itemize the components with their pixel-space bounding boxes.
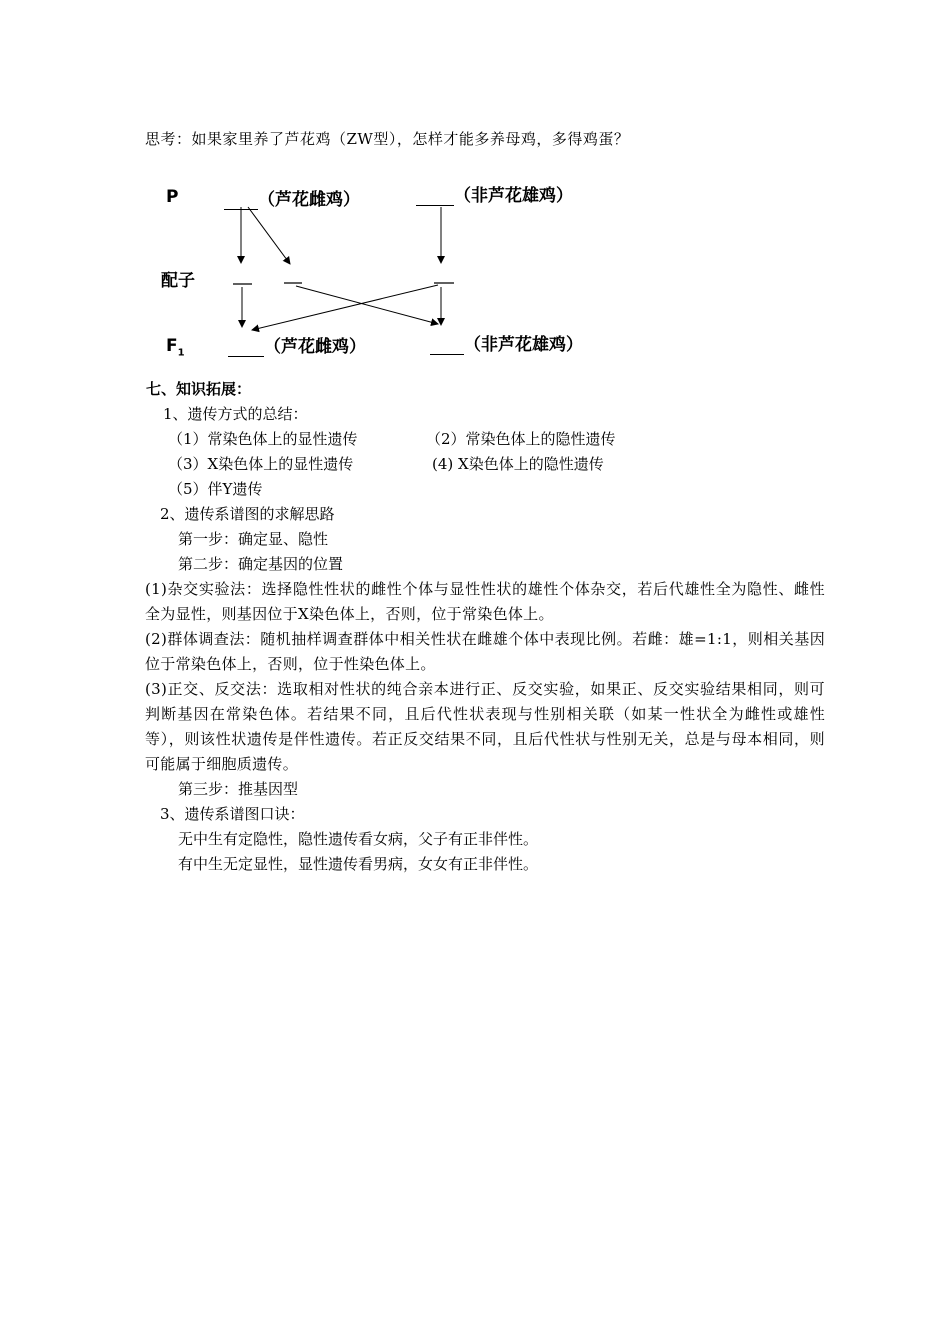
rhyme-2: 有中生无定显性，显性遗传看男病，女女有正非伴性。 [178,855,539,873]
f1-female-label: （芦花雌鸡） [264,337,366,357]
step-3: 第三步：推基因型 [178,780,299,798]
f1-main: F [166,336,178,356]
item-1: 1、遗传方式的总结： [163,405,308,423]
arrow-cross-male-to-female [252,285,438,330]
mode-5: （5）伴Y遗传 [168,480,263,498]
f1-male-label: （非芦花雄鸡） [464,335,583,355]
p-male-label: （非芦花雄鸡） [454,186,573,206]
arrow-p-female-diag [248,207,290,264]
p-female-label: （芦花雌鸡） [258,190,360,210]
mode-1: （1）常染色体上的显性遗传 [168,430,358,448]
method-2-paragraph: (2)群体调查法：随机抽样调查群体中相关性状在雌雄个体中表现比例。若雌：雄=1:1，则相关基因位于常染色体上，否则，位于性染色体上。 [145,630,825,673]
section-title: 七、知识拓展： [146,380,252,398]
step-1: 第一步：确定显、隐性 [178,530,329,548]
cross-diagram-arrows [0,0,950,420]
step-2: 第二步：确定基因的位置 [178,555,344,573]
mode-2: （2）常染色体上的隐性遗传 [426,430,616,448]
rhyme-1: 无中生有定隐性，隐性遗传看女病，父子有正非伴性。 [178,830,539,848]
method-3-paragraph: (3)正交、反交法：选取相对性状的纯合亲本进行正、反交实验，如果正、反交实验结果相同，则可判断基因在常染色体。若结果不同，且后代性状表现与性别相关联（如某一性状全为雌性或雄性等），则该性状遗传是伴性遗传。若正反交结果不同，且后代性状与性别无关，总是与母本相同，则可能属于细胞质遗传。 [145,680,825,773]
mode-4: (4) X染色体上的隐性遗传 [432,455,604,473]
row-label-gamete: 配子 [161,271,195,291]
item-3: 3、遗传系谱图口诀： [160,805,305,823]
row-label-p: P [166,187,179,207]
question-text: 思考：如果家里养了芦花鸡（ZW型），怎样才能多养母鸡，多得鸡蛋？ [145,130,630,148]
method-1-paragraph: (1)杂交实验法：选择隐性性状的雌性个体与显性性状的雄性个体杂交，若后代雄性全为隐性、雌性全为显性，则基因位于X染色体上，否则，位于常染色体上。 [145,580,825,623]
f1-sub: 1 [177,347,185,359]
arrow-cross-female-to-male [296,286,438,324]
item-2: 2、遗传系谱图的求解思路 [160,505,335,523]
mode-3: （3）X染色体上的显性遗传 [168,455,354,473]
